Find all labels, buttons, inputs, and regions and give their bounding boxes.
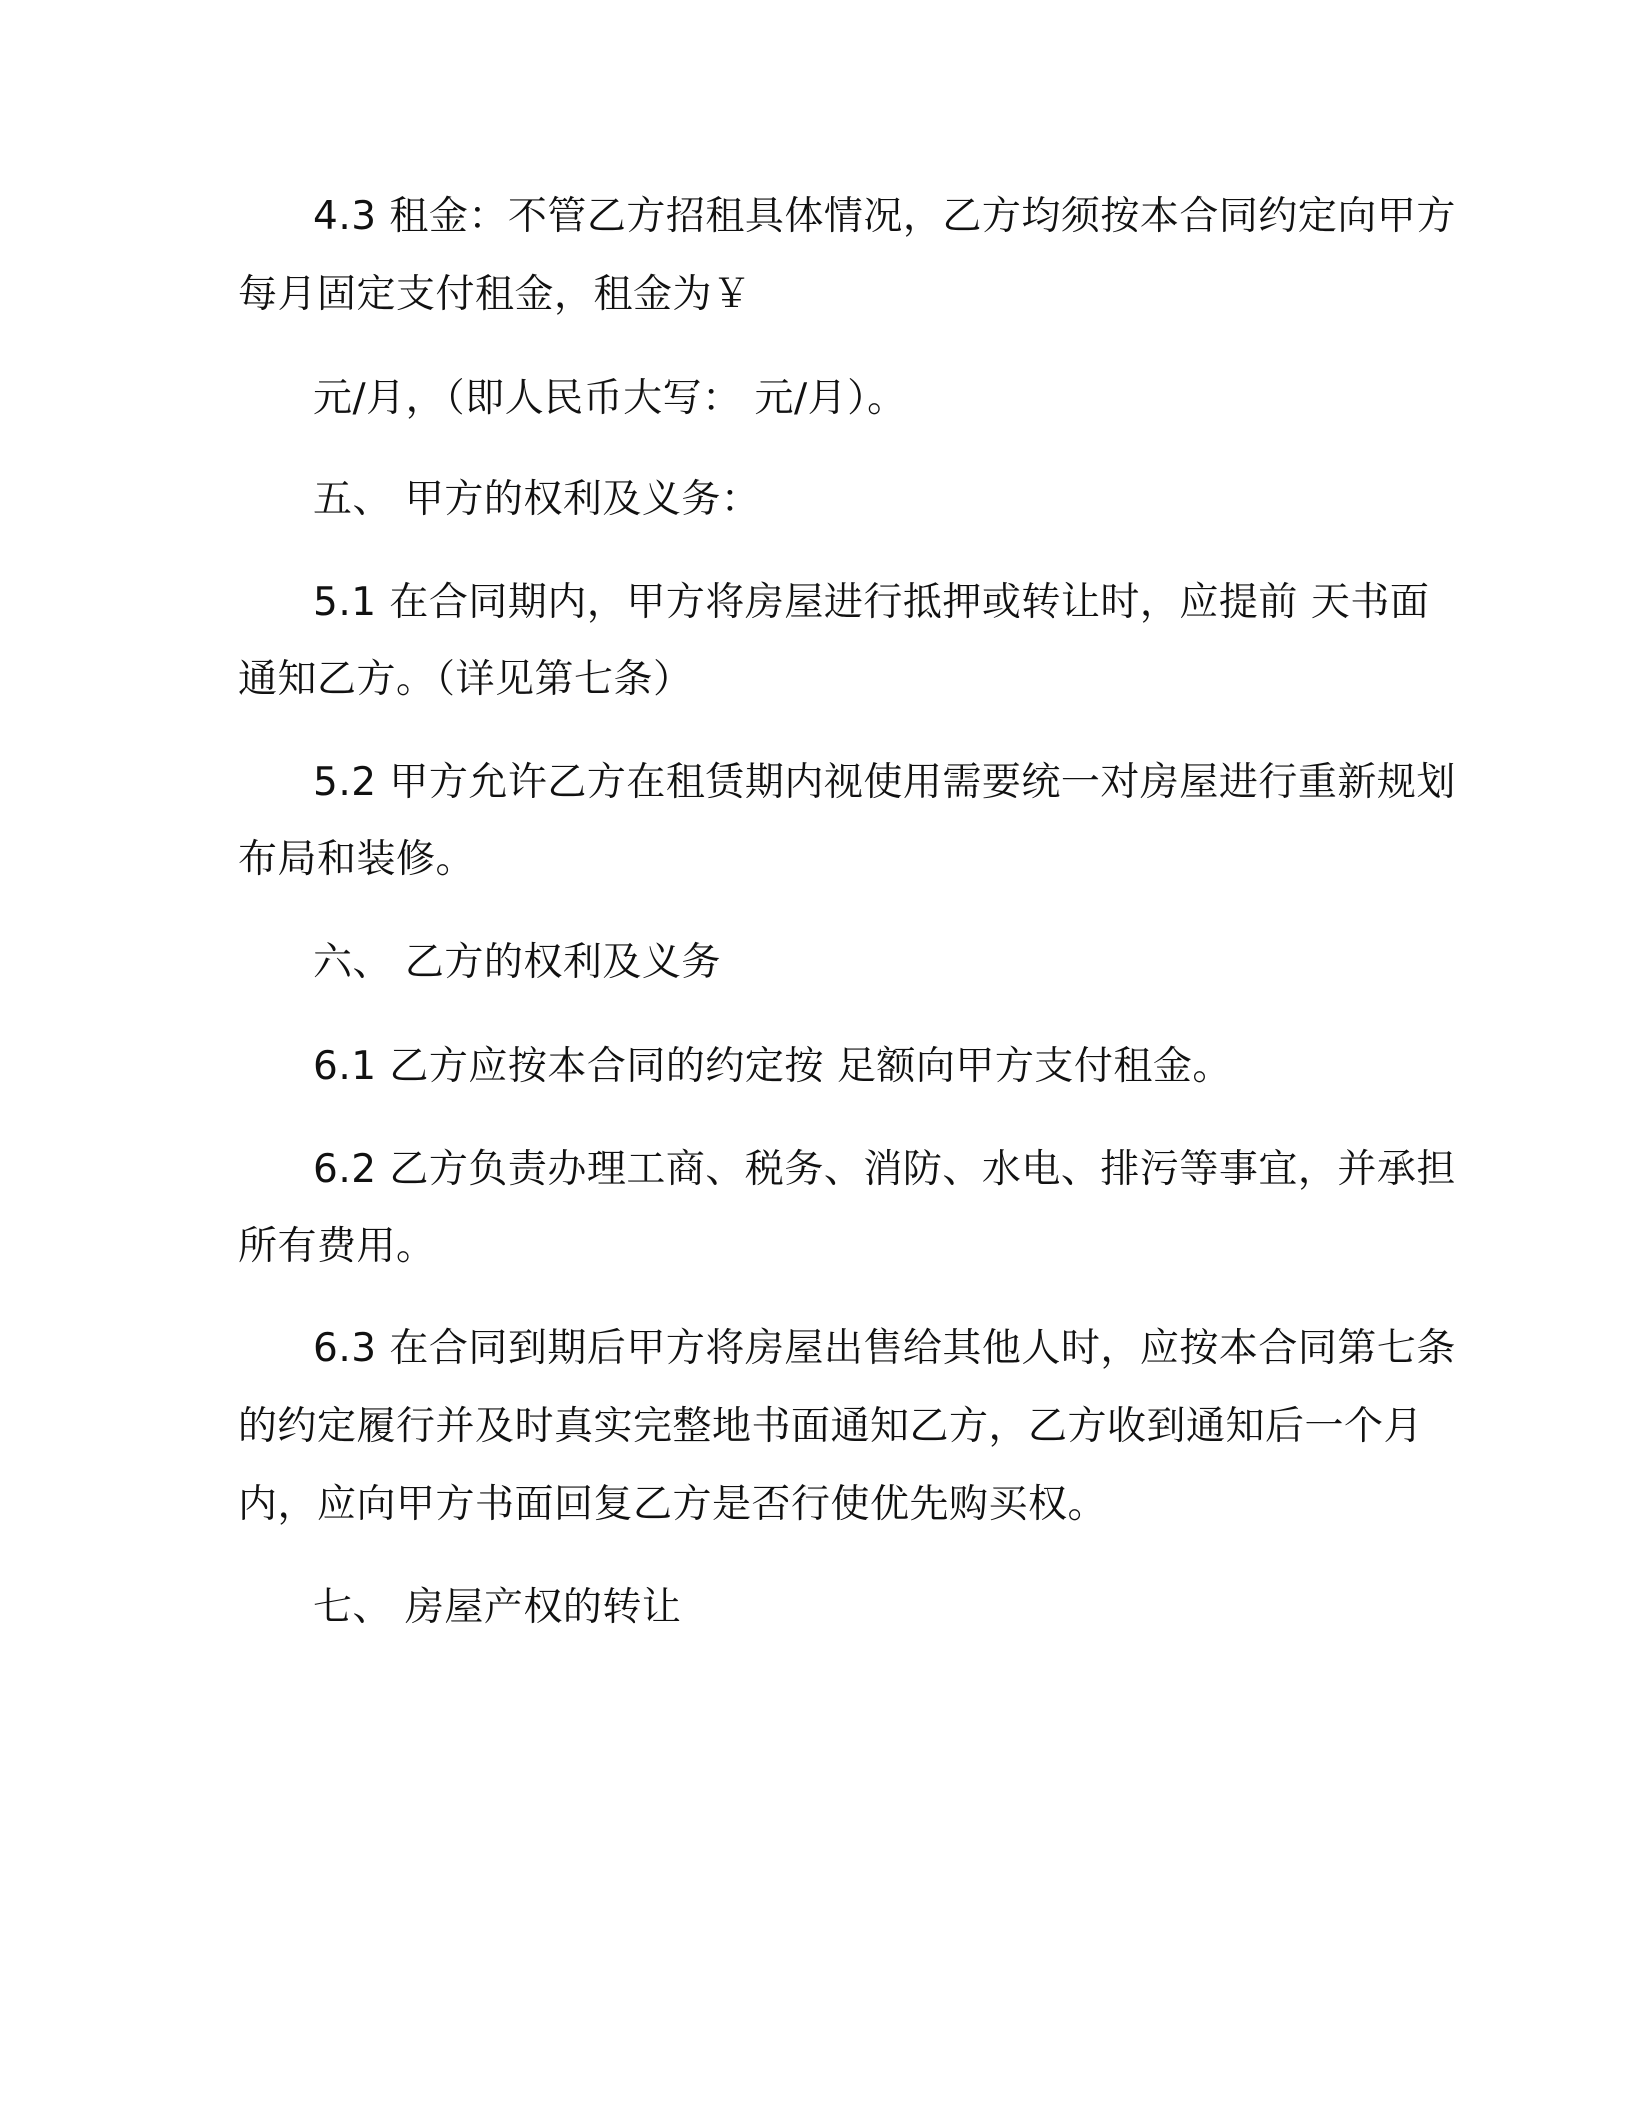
- clause-4-3-line-3: 元/月，（即人民币大写： 元/月）。: [313, 376, 907, 421]
- clause-4-3-line-1: 4.3 租金：不管乙方招租具体情况，乙方均须按本合同约定向甲方: [313, 194, 1456, 239]
- clause-5-2-line-2: 布局和装修。: [238, 837, 476, 882]
- clause-5-1-line-2: 通知乙方。（详见第七条）: [238, 657, 693, 702]
- clause-5-1-line-1: 5.1 在合同期内，甲方将房屋进行抵押或转让时，应提前 天书面: [313, 580, 1430, 625]
- clause-6-3-line-2: 的约定履行并及时真实完整地书面通知乙方，乙方收到通知后一个月: [238, 1404, 1424, 1449]
- clause-6-1: 6.1 乙方应按本合同的约定按 足额向甲方支付租金。: [313, 1044, 1232, 1089]
- clause-6-2-line-1: 6.2 乙方负责办理工商、税务、消防、水电、排污等事宜，并承担: [313, 1147, 1456, 1192]
- clause-4-3-line-2: 每月固定支付租金，租金为￥: [238, 272, 752, 317]
- clause-6-2-line-2: 所有费用。: [238, 1224, 436, 1269]
- clause-6-3-line-1: 6.3 在合同到期后甲方将房屋出售给其他人时，应按本合同第七条: [313, 1326, 1456, 1371]
- clause-5-2-line-1: 5.2 甲方允许乙方在租赁期内视使用需要统一对房屋进行重新规划: [313, 760, 1456, 805]
- section-6-heading: 六、 乙方的权利及义务: [313, 940, 721, 985]
- section-5-heading: 五、 甲方的权利及义务：: [313, 477, 761, 522]
- section-7-heading: 七、 房屋产权的转让: [313, 1585, 682, 1630]
- clause-6-3-line-3: 内，应向甲方书面回复乙方是否行使优先购买权。: [238, 1482, 1108, 1527]
